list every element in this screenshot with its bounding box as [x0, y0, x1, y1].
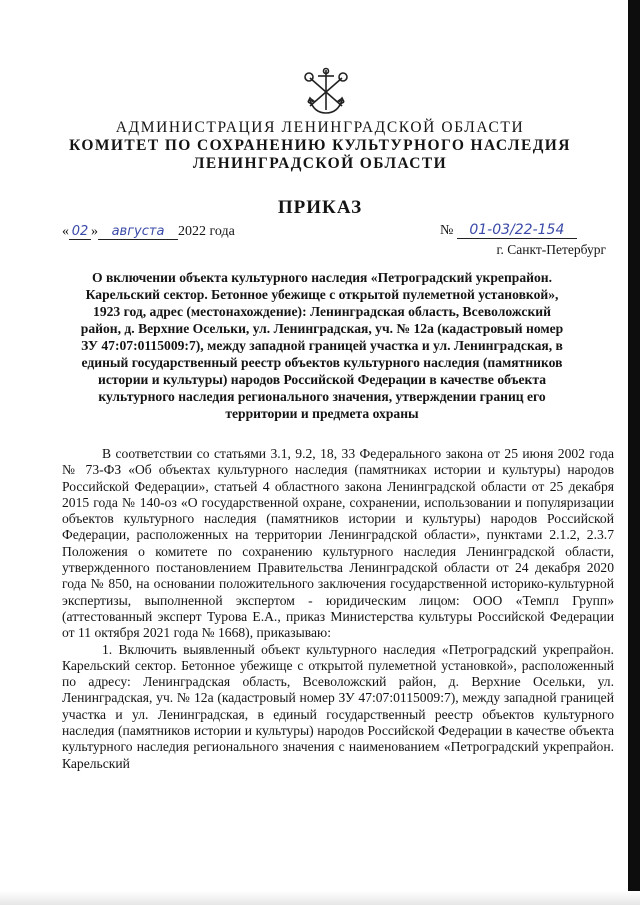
date-day: 02: [69, 224, 91, 240]
date-year: 2022 года: [178, 224, 235, 239]
date-close-quote: »: [91, 224, 98, 239]
document-header: [40, 119, 600, 173]
number-prefix: №: [440, 223, 454, 238]
scan-edge-shadow: [628, 0, 640, 905]
number-value: 01-03/22-154: [457, 222, 577, 239]
date-month: августа: [98, 224, 178, 240]
committee-name-line1: КОМИТЕТ ПО СОХРАНЕНИЮ КУЛЬТУРНОГО НАСЛЕДИЯ: [69, 137, 571, 154]
order-title: О включении объекта культурного наследия «Петроградский укрепрайон. Карельский сектор. Бетонное убежище с открытой пулеметной установкой», 1923 год, адрес (местонахождение): Ленинградская область, Всеволожский район, д. Верхние Осельки, ул. Ленинградская, уч. № 12а (кадастровый номер ЗУ 47:07:0115009:7), между западной границей участка и ул. Ленинградская, в единый государственный реестр объектов культурного наследия (памятников истории и культуры) народов Российской Федерации в качестве объекта культурного наследия регионального значения, утверждении границ его территории и предмета охраны: [80, 270, 564, 421]
order-body: [62, 446, 614, 772]
date-open-quote: «: [62, 224, 69, 239]
committee-name-line2: ЛЕНИНГРАДСКОЙ ОБЛАСТИ: [192, 155, 448, 172]
administration-name: АДМИНИСТРАЦИЯ ЛЕНИНГРАДСКОЙ ОБЛАСТИ: [115, 119, 525, 136]
coat-of-arms-keys-anchor-icon: [300, 66, 352, 118]
document-type-title: ПРИКАЗ: [277, 197, 363, 218]
document-number: [440, 222, 577, 239]
document-date: [62, 224, 235, 240]
document-city: г. Санкт-Петербург: [496, 242, 606, 257]
body-paragraph-preamble: В соответствии со статьями 3.1, 9.2, 18, 33 Федерального закона от 25 июня 2002 года № 73-ФЗ «Об объектах культурного наследия (памятниках истории и культуры) народов Российской Федерации», статьей 4 областного закона Ленинградской области от 25 декабря 2015 года № 140-оз «О государственной охране, сохранении, использовании и популяризации объектов культурного наследия (памятников истории и культуры) народов Российской Федерации, расположенных на территории Ленинградской области», пунктами 2.1.2, 2.3.7 Положения о комитете по сохранению культурного наследия Ленинградской области, утвержденного постановлением Правительства Ленинградской области от 24 декабря 2020 года № 850, на основании положительного заключения государственной историко-культурной экспертизы, выполненной экспертом - юридическим лицом: ООО «Темпл Групп» (аттестованный эксперт Турова Е.А., приказ Министерства культуры Российской Федерации от 11 октября 2021 года № 1668), приказываю:: [62, 446, 614, 641]
scan-bottom-edge: [0, 891, 640, 905]
body-paragraph-item-1: 1. Включить выявленный объект культурного наследия «Петроградский укрепрайон. Карельский сектор. Бетонное убежище с открытой пулеметной установкой», расположенный по адресу: Ленинградская область, Всеволожский район, д. Верхние Осельки, ул. Ленинградская, уч. № 12а (кадастровый номер ЗУ 47:07:0115009:7), между западной границей участка и ул. Ленинградская, в единый государственный реестр объектов культурного наследия (памятников истории и культуры) народов Российской Федерации в качестве объекта культурного наследия регионального значения с наименованием «Петроградский укрепрайон. Карельский: [62, 641, 614, 771]
